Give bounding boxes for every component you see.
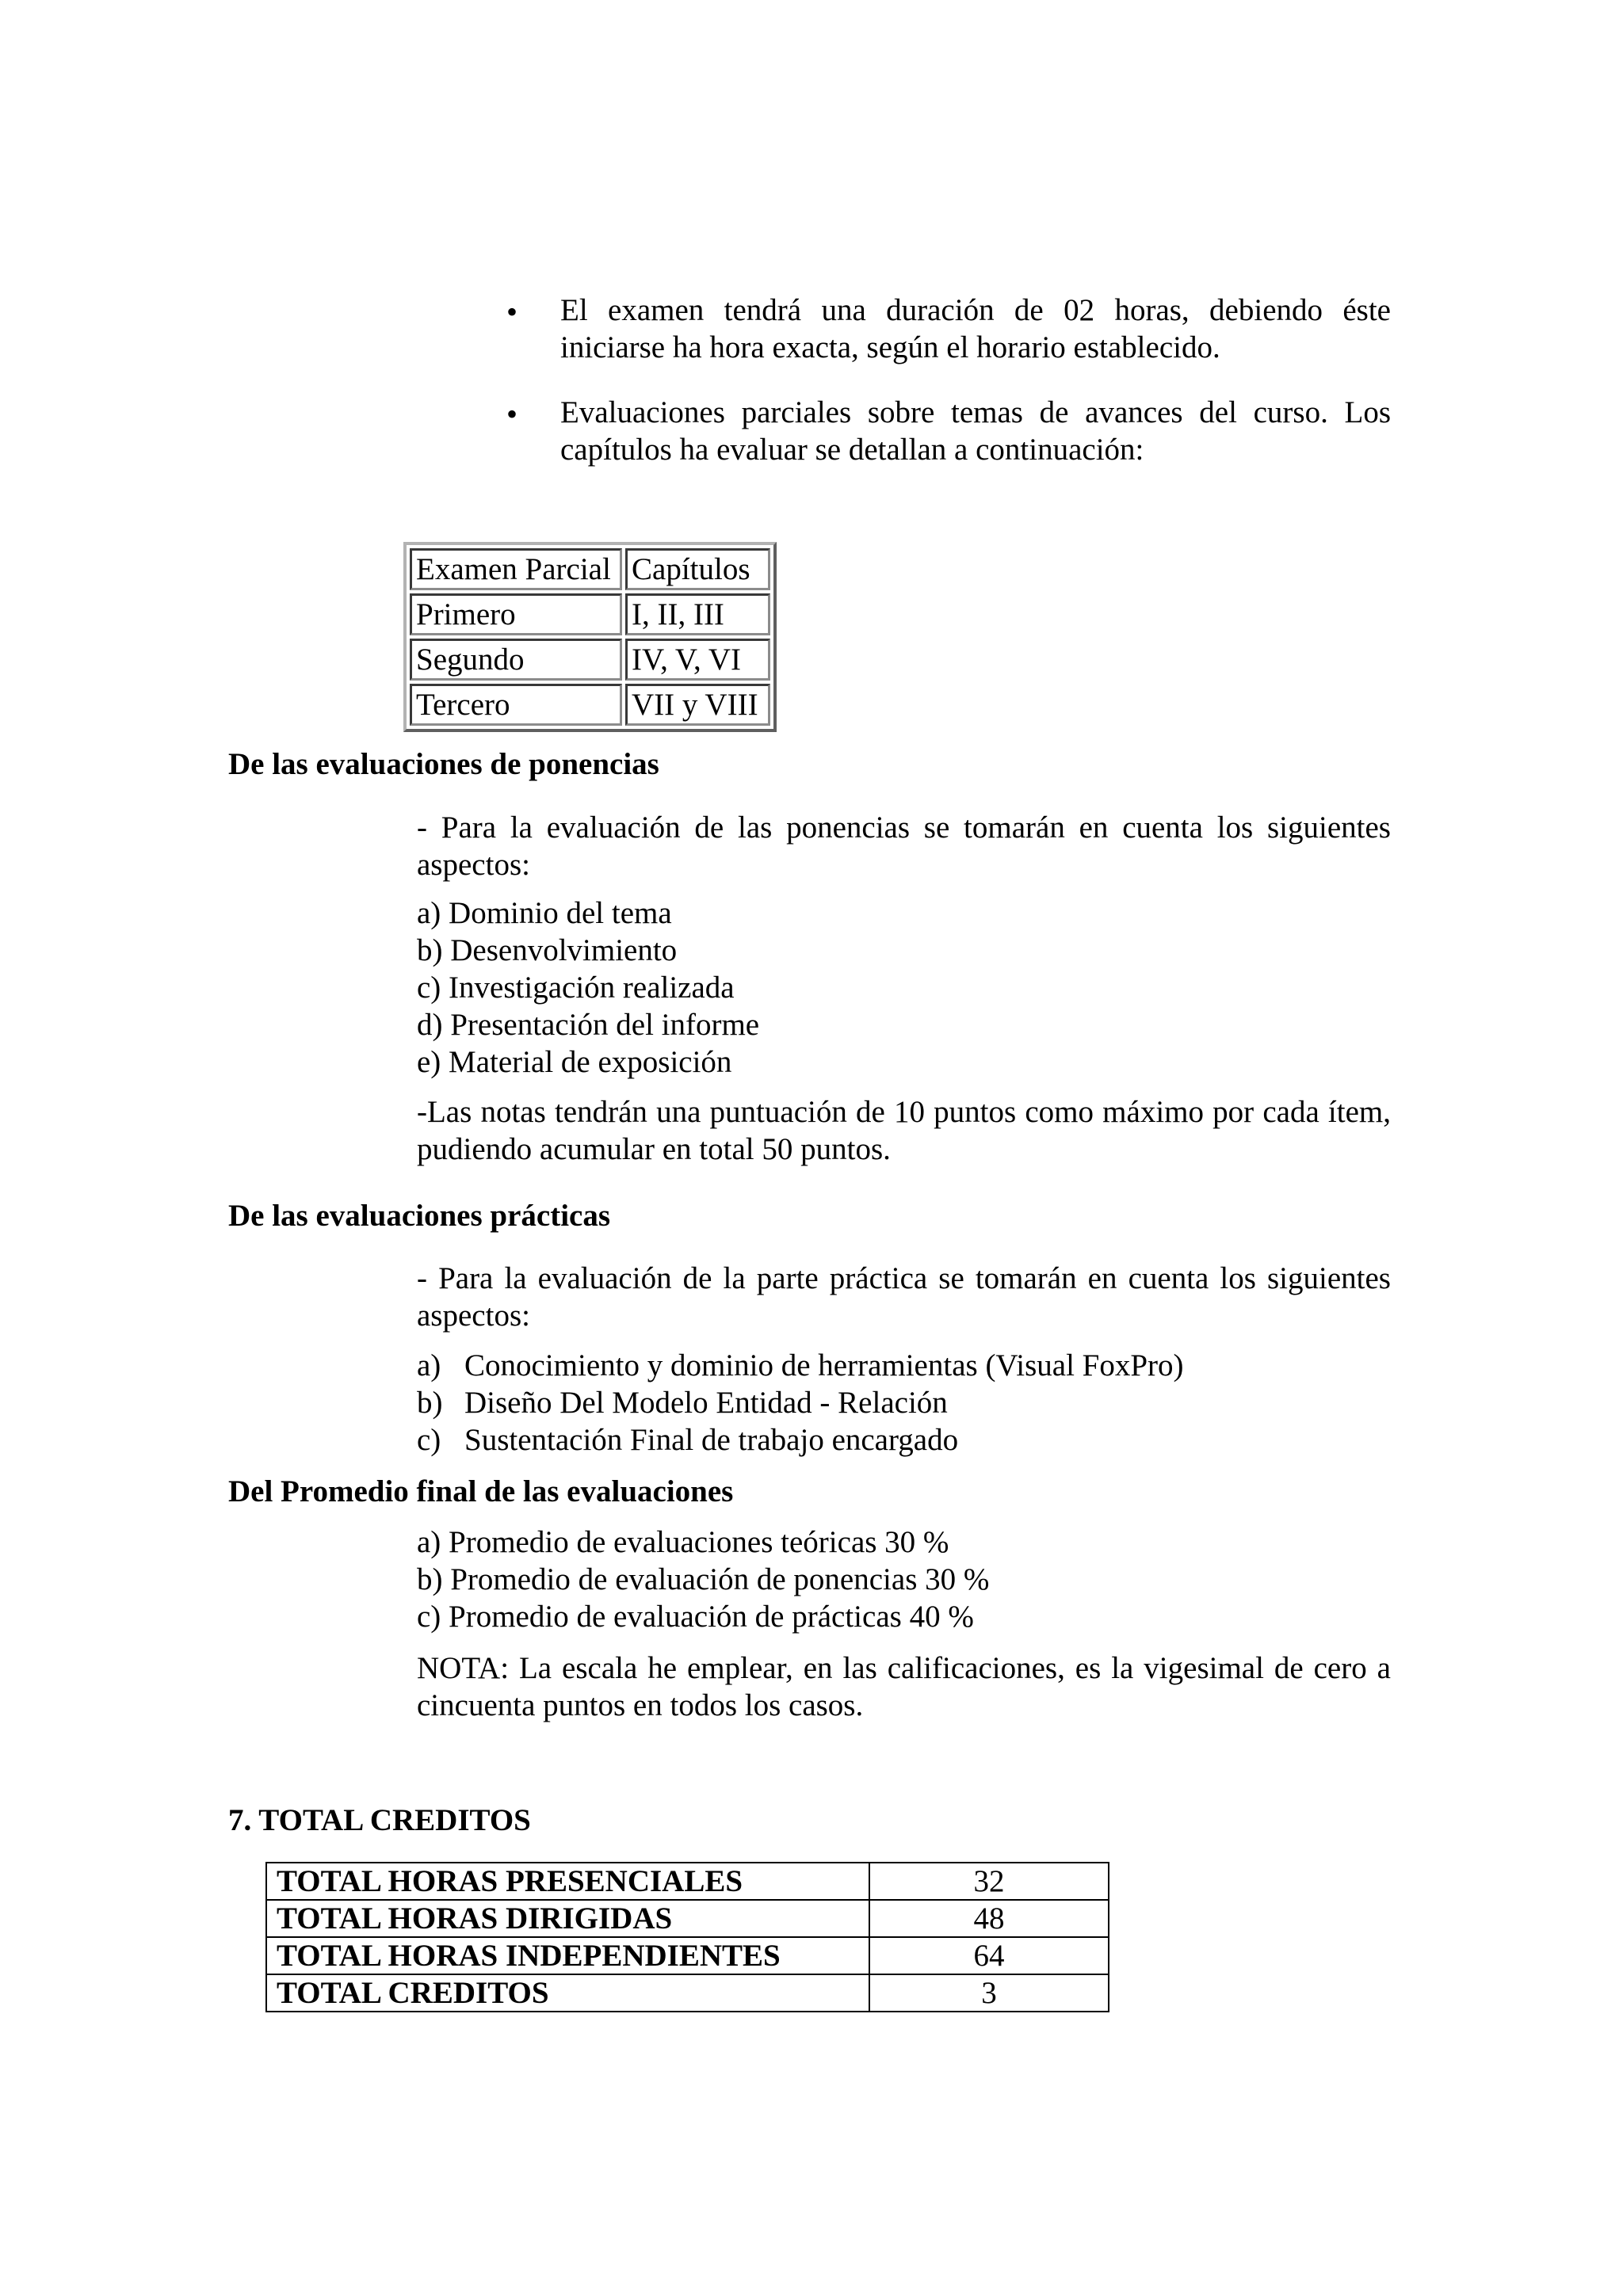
list-item: c) Promedio de evaluación de prácticas 40 %: [417, 1600, 974, 1634]
ponencias-heading: De las evaluaciones de ponencias: [228, 747, 659, 781]
table-header-row: [410, 548, 770, 590]
promedio-list: [417, 1524, 989, 1635]
list-text: Conocimiento y dominio de herramientas (Visual FoxPro): [464, 1348, 1184, 1383]
table-row: [266, 1937, 1109, 1974]
table-row: [410, 684, 770, 726]
table-header-cell: Examen Parcial: [410, 548, 622, 590]
list-item: a) Promedio de evaluaciones teóricas 30 %: [417, 1525, 949, 1559]
table-cell: IV, V, VI: [625, 639, 770, 681]
ponencias-note: -Las notas tendrán una puntuación de 10 puntos como máximo por cada ítem, pudiendo acumular en total 50 puntos.: [417, 1095, 1391, 1166]
table-cell: 48: [869, 1900, 1109, 1937]
partial-exams-table: [403, 542, 777, 732]
list-text: Diseño Del Modelo Entidad - Relación: [464, 1386, 948, 1420]
list-letter: c): [417, 1423, 441, 1457]
table-row: [266, 1863, 1109, 1900]
list-item: d) Presentación del informe: [417, 1008, 760, 1042]
list-item: a) Dominio del tema: [417, 896, 672, 930]
practicas-list: [417, 1347, 1184, 1459]
table-cell: Segundo: [410, 639, 622, 681]
table-cell: I, II, III: [625, 593, 770, 635]
bullet-symbol: •: [506, 294, 518, 330]
list-item: [417, 1347, 1184, 1384]
table-cell: VII y VIII: [625, 684, 770, 726]
table-row: [410, 639, 770, 681]
practicas-heading: De las evaluaciones prácticas: [228, 1199, 611, 1233]
bullet-symbol: •: [506, 396, 518, 432]
credits-table: [265, 1862, 1109, 2012]
list-item: c) Investigación realizada: [417, 971, 735, 1005]
list-letter: b): [417, 1386, 443, 1420]
table-cell: TOTAL CREDITOS: [266, 1974, 869, 2012]
list-item: b) Promedio de evaluación de ponencias 30 %: [417, 1562, 990, 1596]
table-cell: TOTAL HORAS DIRIGIDAS: [266, 1900, 869, 1937]
partial-evaluations-bullet: Evaluaciones parciales sobre temas de avances del curso. Los capítulos ha evaluar se detallan a continuación:: [560, 395, 1391, 467]
list-item: b) Desenvolvimiento: [417, 933, 678, 967]
table-cell: TOTAL HORAS INDEPENDIENTES: [266, 1937, 869, 1974]
table-cell: 32: [869, 1863, 1109, 1900]
exam-duration-bullet: El examen tendrá una duración de 02 horas, debiendo éste iniciarse ha hora exacta, según el horario establecido.: [560, 293, 1391, 364]
table-cell: TOTAL HORAS PRESENCIALES: [266, 1863, 869, 1900]
table-cell: 64: [869, 1937, 1109, 1974]
table-row: [266, 1974, 1109, 2012]
list-item: e) Material de exposición: [417, 1045, 732, 1079]
list-item: [417, 1421, 1184, 1459]
promedio-note: NOTA: La escala he emplear, en las calificaciones, es la vigesimal de cero a cincuenta puntos en todos los casos.: [417, 1651, 1391, 1722]
table-cell: Tercero: [410, 684, 622, 726]
table-cell: Primero: [410, 593, 622, 635]
table-cell: 3: [869, 1974, 1109, 2012]
ponencias-list: [417, 894, 759, 1081]
ponencias-intro: - Para la evaluación de las ponencias se tomarán en cuenta los siguientes aspectos:: [417, 810, 1391, 882]
list-text: Sustentación Final de trabajo encargado: [464, 1423, 959, 1457]
list-item: [417, 1384, 1184, 1421]
practicas-intro: - Para la evaluación de la parte práctica se tomarán en cuenta los siguientes aspectos:: [417, 1261, 1391, 1333]
table-header-cell: Capítulos: [625, 548, 770, 590]
promedio-heading: Del Promedio final de las evaluaciones: [228, 1474, 734, 1508]
table-row: [266, 1900, 1109, 1937]
table-row: [410, 593, 770, 635]
credits-heading: 7. TOTAL CREDITOS: [228, 1803, 531, 1837]
list-letter: a): [417, 1348, 441, 1383]
